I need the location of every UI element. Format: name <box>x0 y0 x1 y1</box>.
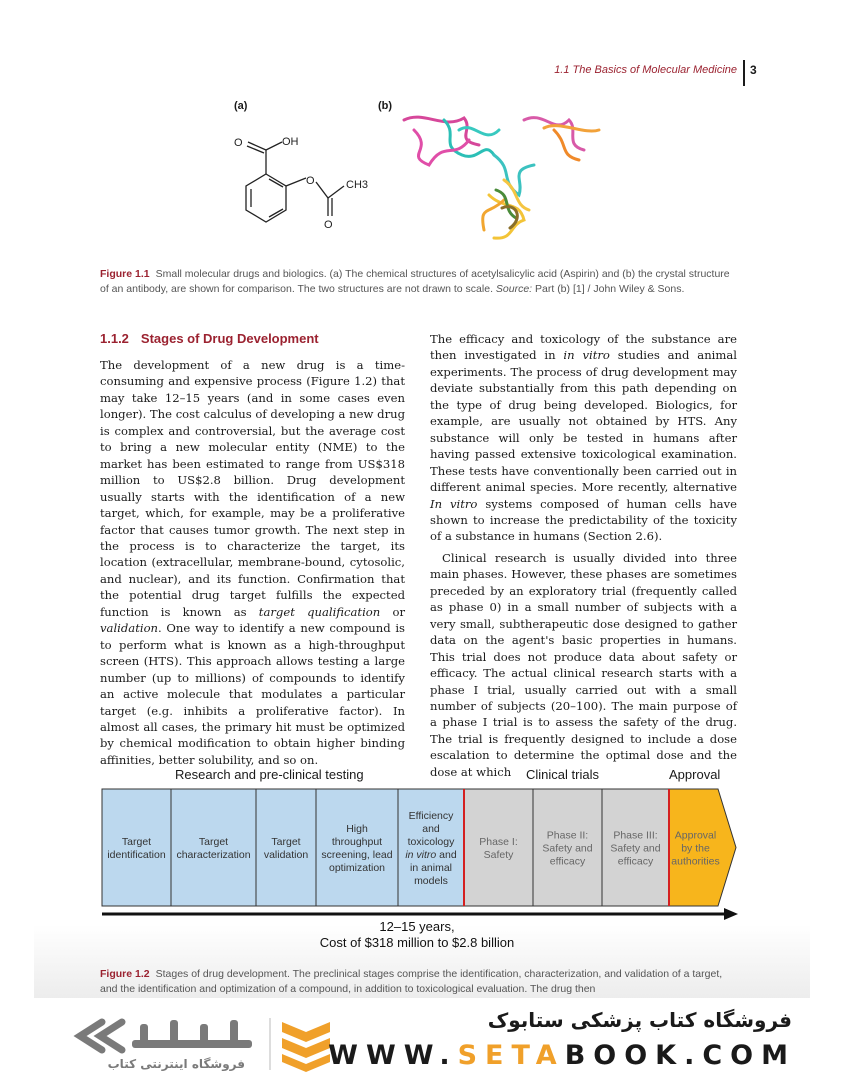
timeline-cost: Cost of $318 million to $2.8 billion <box>319 935 515 950</box>
stage-label: Target identification <box>107 836 166 861</box>
timeline-arrowhead <box>724 908 738 920</box>
url-prefix: WWW. <box>328 1040 458 1071</box>
benzene-ring <box>246 174 286 222</box>
label-o-carbonyl: O <box>234 137 243 149</box>
logo-book-icon <box>282 1022 330 1072</box>
logo-wordmark-shape <box>132 1020 252 1048</box>
text-run: The efficacy and toxicology of the substance are then investigated in <box>430 332 737 363</box>
label-ch3: CH3 <box>346 179 369 191</box>
emphasis: in vitro <box>563 348 610 363</box>
text-run: The development of a new drug is a time-consuming and expensive process (Figure 1.2) that may take 12–15 years (and in some cases even longer). The cost calculus of developing a new drug is complex and controversial, but the average cost to bring a new molecular entity (NME) to the market has been estimated to range from US$318 million to US$2.8 billion. Drug development usually starts with the identification of a new target, which, for example, may be a proliferative factor that causes tumor growth. The next step in the process is to characterize the target, its location (extracellular, membrane-bound, cytosolic, and nuclear), and its function. Confirmation that the potential drug target fulfills the expected function is known as <box>100 358 405 619</box>
running-title: 1.1 The Basics of Molecular Medicine <box>554 64 737 76</box>
group-label-preclinical: Research and pre-clinical testing <box>175 767 364 782</box>
figure-1-1-caption <box>100 267 740 297</box>
antibody-structure-image <box>384 100 624 260</box>
aspirin-structure <box>220 118 390 248</box>
stage-label: Approval by the authorities <box>671 829 720 868</box>
stage-label: High throughput screening, lead optimization <box>321 823 393 874</box>
section-title: Stages of Drug Development <box>140 331 319 346</box>
url-accent: SETA <box>457 1040 565 1071</box>
panel-b-label: (b) <box>378 100 393 112</box>
figure-1-1-label: Figure 1.1 <box>100 268 150 280</box>
label-o-acetyl: O <box>324 219 333 231</box>
group-label-clinical: Clinical trials <box>526 767 599 782</box>
website-url[interactable] <box>328 1040 796 1071</box>
figure-1-2-text: Stages of drug development. The preclinical stages comprise the identification, characterization, and validation of a target, and the identification and optimization of a compound, in addition to toxicological evaluation. The drug then <box>100 968 723 995</box>
emphasis: validation <box>100 621 159 636</box>
figure-1-1-source-text: Part (b) [1] / John Wiley & Sons. <box>535 283 685 295</box>
header-divider <box>743 60 745 86</box>
page-number: 3 <box>750 63 757 77</box>
group-label-approval: Approval <box>669 767 721 782</box>
paragraph <box>100 357 405 768</box>
figure-1-1-text: Small molecular drugs and biologics. (a) The chemical structures of acetylsalicylic acid (Aspirin) and (b) the crystal structure of an antibody, are shown for comparison. The two structures are not drawn to scale. <box>100 268 730 295</box>
body-column-right <box>430 331 737 780</box>
shop-name: فروشگاه کتاب پزشکی ستابوک <box>487 1008 792 1032</box>
emphasis: target qualification <box>258 604 381 619</box>
stage-boxes <box>102 789 736 906</box>
url-suffix: BOOK.COM <box>564 1040 796 1071</box>
section-number: 1.1.2 <box>100 331 129 346</box>
timeline-duration: 12–15 years, <box>379 919 455 934</box>
stage-label: Phase I: Safety <box>479 836 518 861</box>
body-column-left <box>100 357 405 768</box>
setabook-logo <box>70 1010 340 1075</box>
figure-1-2-caption <box>100 967 740 997</box>
panel-a-label: (a) <box>234 100 248 112</box>
emphasis: In vitro <box>430 496 478 511</box>
label-o-ester: O <box>306 175 315 187</box>
stage-label: Target characterization <box>176 836 251 861</box>
drug-development-stages-diagram <box>96 762 746 957</box>
text-run: . One way to identify a new compound is to perform what is known as a high-throughput screen (HTS). This approach allows testing a large number (up to millions) of compounds to identify an active molecule that modulates a particular target (e.g. inhibits a proliferative factor). In almost all cases, the primary hit must be optimized by chemical modification to obtain higher binding affinities, better solubility, and so on. <box>100 621 405 767</box>
stage-label: Phase III: Safety and efficacy <box>610 829 661 868</box>
stage-label: Phase II: Safety and efficacy <box>542 829 593 868</box>
figure-1-2-label: Figure 1.2 <box>100 968 150 980</box>
section-heading <box>100 331 319 346</box>
logo-persian-text: فروشگاه اینترنتی کتاب <box>107 1057 245 1071</box>
figure-1-1-source-label: Source: <box>495 283 533 295</box>
paragraph: Clinical research is usually divided into three main phases. However, these phases are sometimes preceded by an exploratory trial (frequently called as phase 0) in a small number of subjects with a very small, subtherapeutic dose designed to gather data on the agent's basic properties in humans. This trial does not produce data about safety or efficacy. The actual clinical research starts with a phase I trial, usually carried out with a small number of subjects (20–100). The main purpose of a phase I trial is to assess the safety of the drug. The trial is frequently designed to include a dose escalation to determine the optimal dose and the dose at which <box>430 550 737 779</box>
label-oh: OH <box>282 136 299 148</box>
stage-label: Efficiency and toxicology in vitro and in animal models <box>405 810 457 887</box>
text-run: systems composed of human cells have shown to increase the predictability of the toxicity of a substance in humans (Section 2.6). <box>430 496 737 544</box>
stage-label: Target validation <box>263 836 309 861</box>
text-run: or <box>380 604 405 619</box>
paragraph <box>430 331 737 545</box>
text-run: studies and animal experiments. The process of drug development may deviate substantially from this path depending on the type of drug being developed. Biologics, for example, are usually not obtained by HTS. Any substance will only be tested in humans after having passed extensive toxicological examination. These tests have conventionally been carried out in different animal species. More recently, alternative <box>430 348 737 495</box>
